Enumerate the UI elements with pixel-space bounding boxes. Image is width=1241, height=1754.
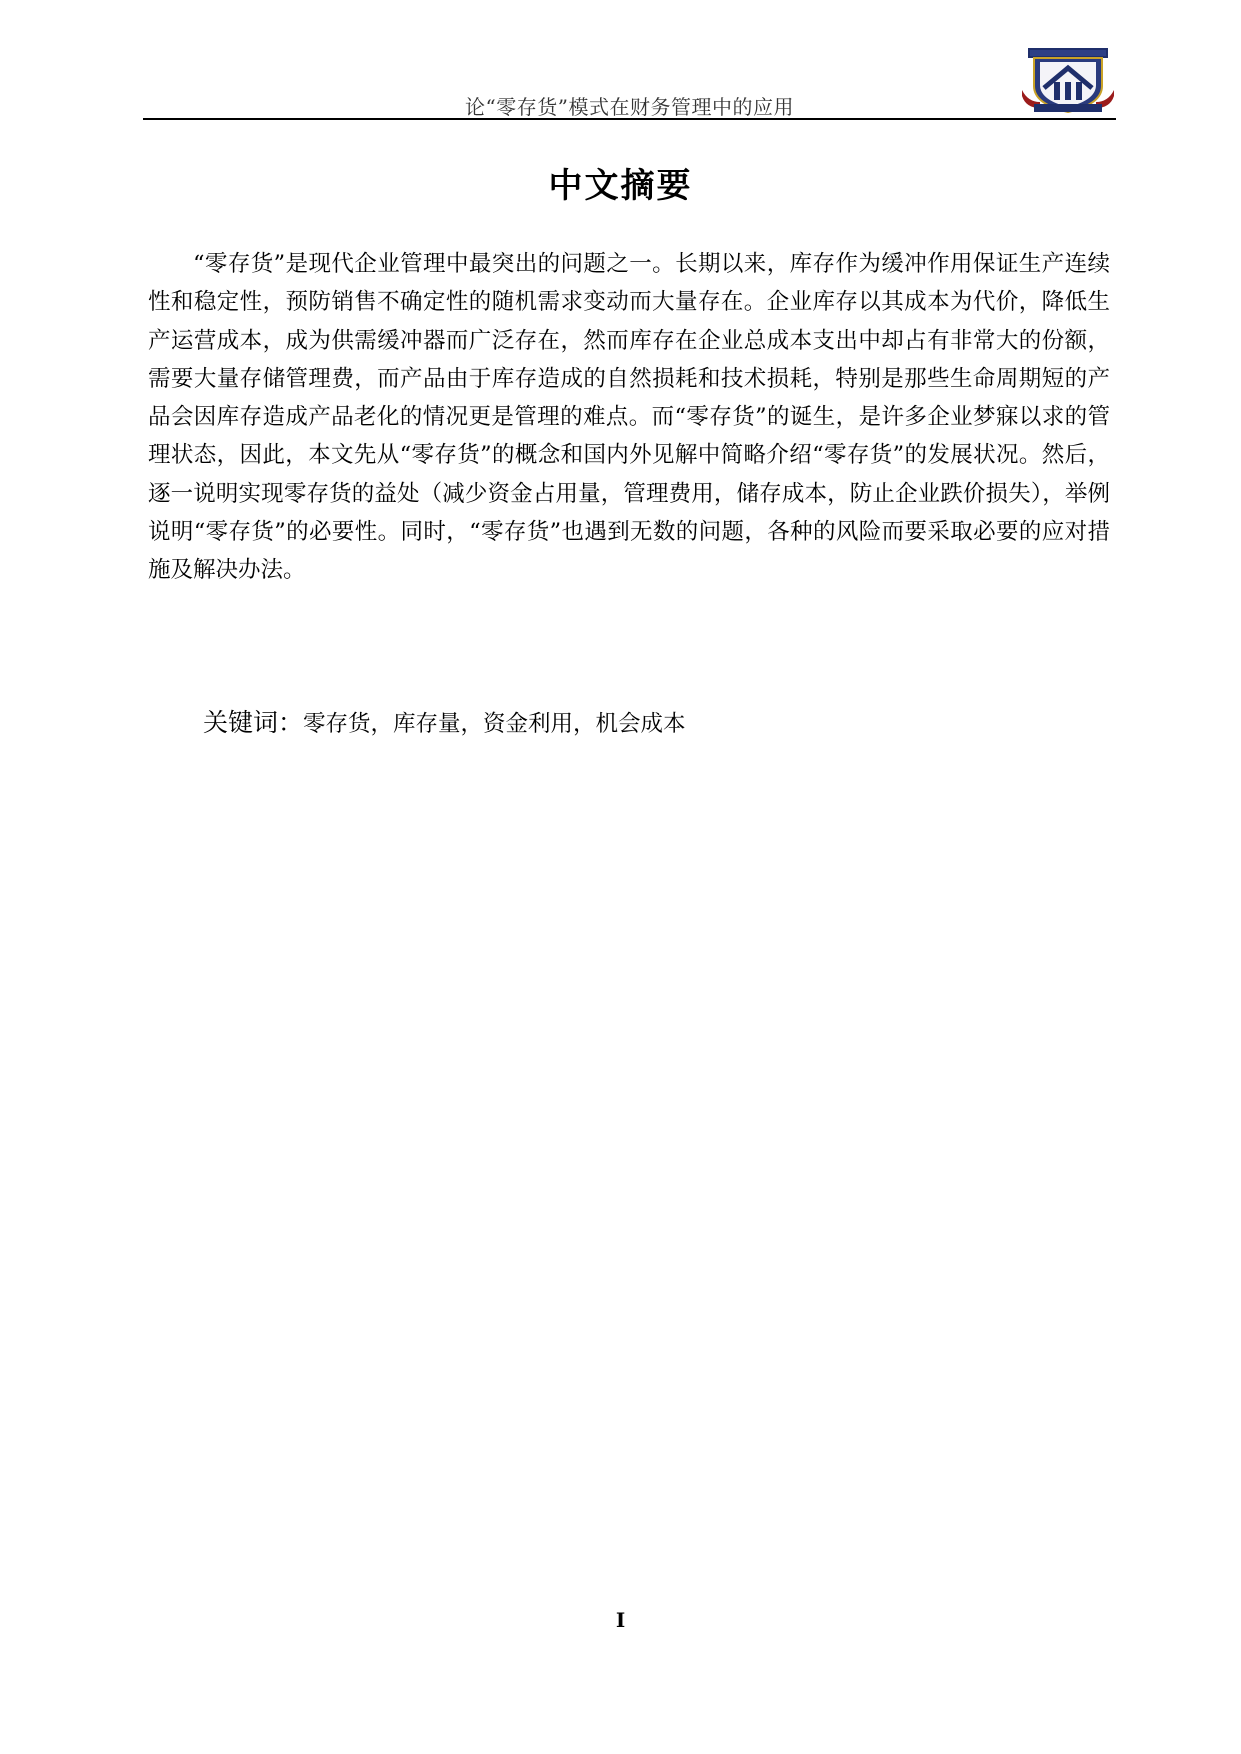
abstract-body: “零存货”是现代企业管理中最突出的问题之一。长期以来，库存作为缓冲作用保证生产连续性和稳定性，预防销售不确定性的随机需求变动而大量存在。企业库存以其成本为代价，降低生产运营成本，成为供需缓冲器而广泛存在，然而库存在企业总成本支出中却占有非常大的份额，需要大量存储管理费，而产品由于库存造成的自然损耗和技术损耗，特别是那些生命周期短的产品会因库存造成产品老化的情况更是管理的难点。而“零存货”的诞生，是许多企业梦寐以求的管理状态，因此，本文先从“零存货”的概念和国内外见解中简略介绍“零存货”的发展状况。然后，逐一说明实现零存货的益处（减少资金占用量，管理费用，储存成本，防止企业跌价损失），举例说明“零存货”的必要性。同时，“零存货”也遇到无数的问题，各种的风险而要采取必要的应对措施及解决办法。 [148, 251, 1110, 584]
keywords-value: 零存货，库存量，资金利用，机会成本 [303, 711, 686, 737]
keywords-line [203, 703, 686, 739]
running-title: 论“零存货”模式在财务管理中的应用 [465, 95, 794, 119]
university-crest-icon [1020, 46, 1116, 116]
page-header [143, 42, 1116, 120]
abstract-heading: 中文摘要 [548, 166, 693, 206]
keywords-label: 关键词： [203, 708, 304, 737]
page-number: I [615, 1608, 626, 1632]
header-rule [143, 118, 1116, 120]
